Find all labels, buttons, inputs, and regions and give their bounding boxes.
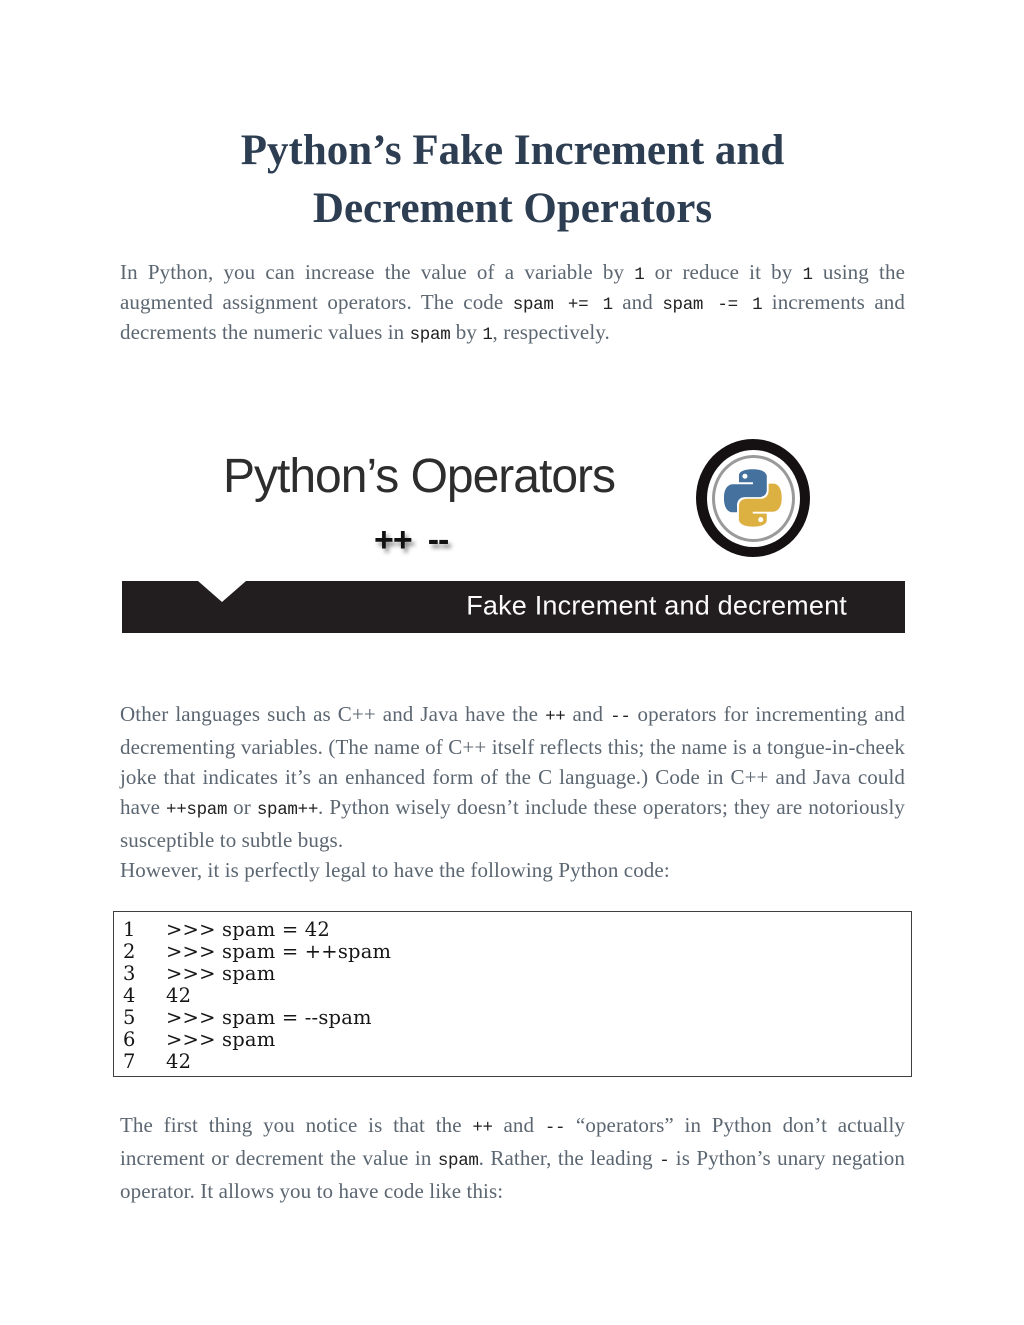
minus-minus-symbol: --: [427, 521, 449, 559]
text-run: . Python wisely doesn’t include these operators; they are notoriously susceptible to subtle bugs.: [120, 795, 905, 852]
inline-code: ++spam: [166, 800, 228, 820]
ribbon-notch-triangle: [198, 581, 246, 602]
code-text: >>> spam = --spam: [166, 1006, 372, 1029]
line-number: 2: [123, 940, 136, 963]
line-number: 4: [123, 984, 136, 1007]
inline-code: spam++: [256, 800, 319, 820]
line-number: 1: [123, 918, 136, 941]
text-run: by: [450, 320, 483, 344]
paragraph-other-languages: [120, 699, 905, 855]
text-run: or: [227, 795, 257, 819]
inline-code: spam -= 1: [662, 295, 763, 315]
title-line-1: Python’s Fake Increment and: [240, 127, 785, 174]
code-text: 42: [166, 1050, 192, 1073]
inline-code: ++: [472, 1118, 493, 1138]
paragraph-intro: [120, 259, 905, 349]
python-logo-white-ring: [707, 450, 800, 547]
plus-plus-symbol: ++: [374, 521, 412, 559]
text-run: using the augmented assignment operators. The code: [120, 260, 905, 314]
text-run: However, it is perfectly legal to have the following Python code:: [120, 858, 670, 882]
paragraph-however: [120, 855, 905, 885]
line-number: 3: [123, 962, 136, 985]
inline-code: spam += 1: [512, 295, 613, 315]
code-text: >>> spam = 42: [166, 918, 330, 941]
code-text: >>> spam: [166, 962, 276, 985]
inline-code: ++: [545, 707, 566, 727]
text-run: and: [492, 1113, 545, 1137]
code-line: [114, 1051, 911, 1073]
python-logo-badge: [696, 439, 810, 557]
code-text: >>> spam = ++spam: [166, 940, 392, 963]
code-block: [113, 911, 912, 1077]
inline-code: -: [659, 1151, 670, 1171]
inline-code: 1: [802, 265, 813, 285]
inline-code: 1: [634, 265, 645, 285]
code-text: 42: [166, 984, 192, 1007]
text-run: and: [565, 702, 611, 726]
text-run: The first thing you notice is that the: [120, 1113, 473, 1137]
text-run: or reduce it by: [644, 260, 803, 284]
text-run: is Python’s unary negation operator. It allows you to have code like this:: [120, 1146, 905, 1203]
code-line: [114, 941, 911, 963]
document-content: [120, 0, 905, 1206]
code-text: >>> spam: [166, 1028, 276, 1051]
text-run: Other languages such as C++ and Java have the: [120, 702, 546, 726]
banner-heading: Python’s Operators: [223, 450, 615, 503]
text-run: , respectively.: [492, 320, 610, 344]
inline-code: spam: [409, 325, 451, 345]
increment-decrement-symbols: [374, 521, 448, 560]
text-run: “operators” in Python don’t actually increment or decrement the value in: [120, 1113, 905, 1170]
title-line-2: Decrement Operators: [312, 185, 713, 232]
inline-code: --: [610, 707, 631, 727]
line-number: 5: [123, 1006, 136, 1029]
code-line: [114, 919, 911, 941]
code-line: [114, 963, 911, 985]
python-logo-icon: [724, 469, 782, 527]
code-line: [114, 985, 911, 1007]
code-line: [114, 1029, 911, 1051]
document-title: [120, 122, 905, 238]
line-number: 6: [123, 1028, 136, 1051]
python-logo-gray-ring: [712, 455, 795, 542]
line-number: 7: [123, 1050, 136, 1073]
text-run: . Rather, the leading: [478, 1146, 660, 1170]
text-run: In Python, you can increase the value of a variable by: [120, 260, 635, 284]
text-run: operators for incrementing and decrementing variables. (The name of C++ itself reflects this; the name is a tongue-in-cheek joke that indicates it’s an enhanced form of the C language.) Code in C++ and Java could have: [120, 702, 905, 819]
inline-code: --: [544, 1118, 566, 1138]
banner-image: [122, 433, 905, 633]
inline-code: 1: [482, 325, 493, 345]
text-run: increments and decrements the numeric values in: [120, 290, 905, 344]
text-run: and: [612, 290, 663, 314]
code-line: [114, 1007, 911, 1029]
inline-code: spam: [437, 1151, 479, 1171]
paragraph-first-thing: [120, 1110, 905, 1206]
ribbon-label: Fake Increment and decrement: [466, 590, 847, 621]
